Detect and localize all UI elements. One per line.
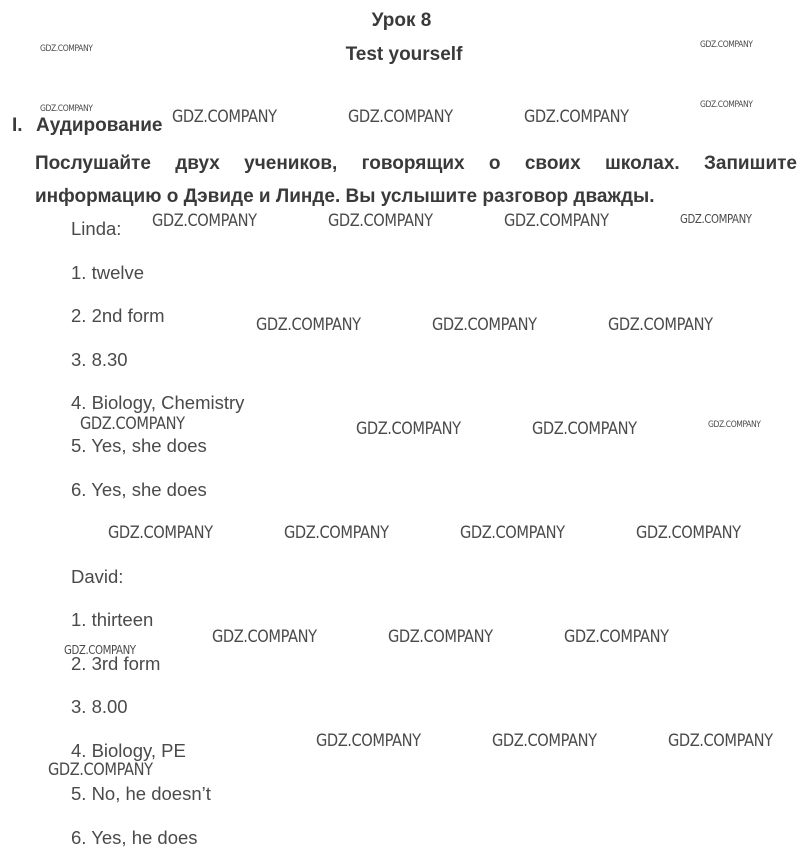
david-answer-2: 2. 3rd form: [71, 653, 161, 674]
watermark: GDZ.COMPANY: [108, 523, 213, 543]
watermark: GDZ.COMPANY: [680, 212, 752, 226]
lesson-title: Урок 8: [371, 10, 432, 31]
watermark: GDZ.COMPANY: [700, 100, 753, 110]
watermark: GDZ.COMPANY: [80, 414, 185, 434]
linda-heading: Linda:: [71, 218, 122, 239]
david-heading: David:: [71, 566, 124, 587]
watermark: GDZ.COMPANY: [64, 643, 136, 657]
watermark: GDZ.COMPANY: [212, 627, 317, 647]
watermark: GDZ.COMPANY: [284, 523, 389, 543]
watermark: GDZ.COMPANY: [316, 731, 421, 751]
watermark: GDZ.COMPANY: [432, 315, 537, 335]
watermark: GDZ.COMPANY: [48, 760, 153, 780]
linda-answer-1: 1. twelve: [71, 262, 145, 283]
david-answer-1: 1. thirteen: [71, 609, 154, 630]
david-answer-5: 5. No, he doesn’t: [71, 783, 211, 804]
linda-answer-6: 6. Yes, she does: [71, 479, 207, 500]
david-answer-3: 3. 8.00: [71, 696, 128, 717]
watermark: GDZ.COMPANY: [708, 420, 761, 430]
instructions-line-2: информацию о Дэвиде и Линде. Вы услышите разговор дважды.: [35, 186, 655, 207]
watermark: GDZ.COMPANY: [700, 40, 753, 50]
task-heading: [12, 115, 163, 137]
watermark: GDZ.COMPANY: [564, 627, 669, 647]
linda-answer-3: 3. 8.30: [71, 349, 128, 370]
watermark: GDZ.COMPANY: [524, 107, 629, 127]
watermark: GDZ.COMPANY: [40, 44, 93, 54]
watermark: GDZ.COMPANY: [636, 523, 741, 543]
watermark: GDZ.COMPANY: [356, 419, 461, 439]
watermark: GDZ.COMPANY: [608, 315, 713, 335]
david-answer-4: 4. Biology, PE: [71, 740, 186, 761]
watermark: GDZ.COMPANY: [172, 107, 277, 127]
watermark: GDZ.COMPANY: [152, 211, 257, 231]
linda-answer-5: 5. Yes, she does: [71, 435, 207, 456]
linda-answer-2: 2. 2nd form: [71, 305, 165, 326]
section-title: Test yourself: [345, 44, 463, 65]
watermark: GDZ.COMPANY: [460, 523, 565, 543]
task-number: I.: [12, 115, 23, 136]
watermark: GDZ.COMPANY: [532, 419, 637, 439]
watermark: GDZ.COMPANY: [256, 315, 361, 335]
watermark: GDZ.COMPANY: [388, 627, 493, 647]
watermark: GDZ.COMPANY: [504, 211, 609, 231]
linda-answer-4: 4. Biology, Chemistry: [71, 392, 245, 413]
david-answer-6: 6. Yes, he does: [71, 827, 198, 848]
watermark: GDZ.COMPANY: [40, 104, 93, 114]
watermark: GDZ.COMPANY: [348, 107, 453, 127]
watermark: GDZ.COMPANY: [328, 211, 433, 231]
task-title: Аудирование: [36, 115, 163, 136]
instructions-line-1: Послушайте двух учеников, говорящих о своих школах. Запишите: [35, 153, 797, 174]
task-instructions: [35, 147, 797, 213]
watermark: GDZ.COMPANY: [668, 731, 773, 751]
watermark: GDZ.COMPANY: [492, 731, 597, 751]
